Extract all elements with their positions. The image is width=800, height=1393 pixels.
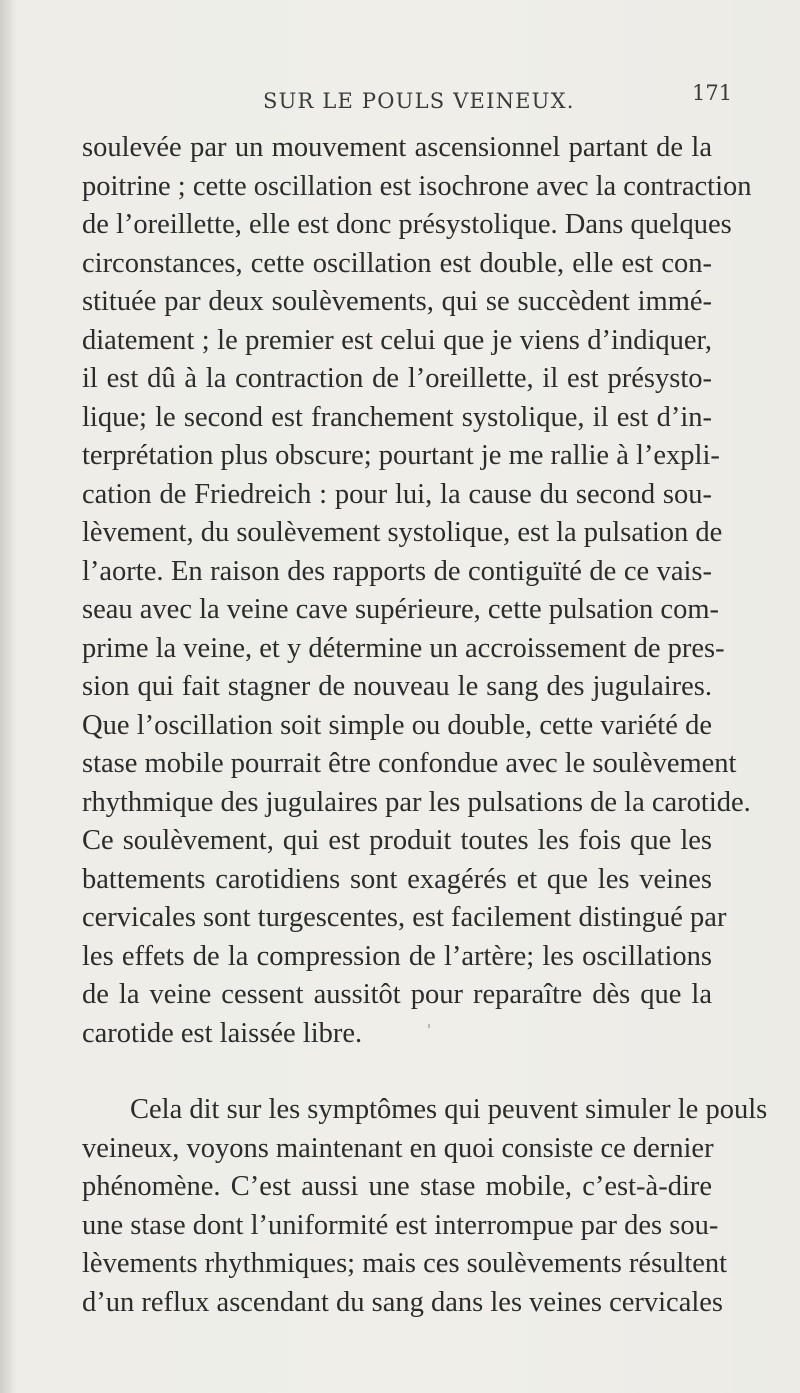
- text-line: l’aorte. En raison des rapports de contiguïté de ce vais-: [82, 555, 712, 587]
- text-line: lèvements rhythmiques; mais ces soulèvements résultent: [82, 1248, 728, 1279]
- text-line: une stase dont l’uniformité est interrompue par des sou-: [82, 1209, 719, 1241]
- text-line: lique; le second est franchement systolique, il est d’in-: [82, 401, 712, 433]
- text-line: carotide est laissée libre.: [82, 1017, 363, 1049]
- text-line: il est dû à la contraction de l’oreillette, il est présysto-: [82, 363, 712, 394]
- text-line: les effets de la compression de l’artère; les oscillations: [82, 940, 712, 972]
- text-line: phénomène. C’est aussi une stase mobile, c’est-à-dire: [82, 1171, 712, 1202]
- text-line: battements carotidiens sont exagérés et que les veines: [82, 863, 712, 895]
- page-gutter-shadow: [0, 0, 14, 1393]
- page-number: 171: [692, 81, 733, 105]
- text-line: prime la veine, et y détermine un accroissement de pres-: [82, 632, 725, 664]
- paper-speck: [428, 1024, 430, 1028]
- text-line: stituée par deux soulèvements, qui se succèdent immé-: [82, 286, 712, 317]
- text-line: seau avec la veine cave supérieure, cette pulsation com-: [82, 594, 719, 625]
- text-line: Que l’oscillation soit simple ou double, cette variété de: [82, 709, 712, 741]
- text-line: terprétation plus obscure; pourtant je me rallie à l’expli-: [82, 440, 720, 471]
- running-head-title: SUR LE POULS VEINEUX.: [263, 89, 575, 113]
- text-line: lèvement, du soulèvement systolique, est la pulsation de: [82, 517, 723, 548]
- text-line: de l’oreillette, elle est donc présystolique. Dans quelques: [82, 209, 732, 240]
- text-line: veineux, voyons maintenant en quoi consiste ce dernier: [82, 1132, 714, 1164]
- running-head: [0, 81, 800, 119]
- paragraph-1: [82, 129, 752, 1053]
- text-line: Cela dit sur les symptômes qui peuvent simuler le pouls: [130, 1094, 768, 1125]
- text-line: soulevée par un mouvement ascensionnel partant de la: [82, 132, 712, 163]
- paragraph-2: [82, 1091, 768, 1322]
- text-line: diatement ; le premier est celui que je viens d’indiquer,: [82, 324, 712, 356]
- text-line: circonstances, cette oscillation est double, elle est con-: [82, 247, 712, 279]
- text-line: rhythmique des jugulaires par les pulsations de la carotide.: [82, 786, 751, 818]
- text-line: cation de Friedreich : pour lui, la cause du second sou-: [82, 478, 712, 510]
- text-line: Ce soulèvement, qui est produit toutes les fois que les: [82, 825, 712, 856]
- text-line: cervicales sont turgescentes, est facilement distingué par: [82, 902, 727, 933]
- paragraph-spacer: [82, 1053, 712, 1091]
- text-line: sion qui fait stagner de nouveau le sang des jugulaires.: [82, 671, 712, 702]
- body-text: [82, 129, 768, 1322]
- text-line: poitrine ; cette oscillation est isochrone avec la contraction: [82, 170, 752, 202]
- text-line: stase mobile pourrait être confondue avec le soulèvement: [82, 748, 737, 779]
- text-line: de la veine cessent aussitôt pour reparaître dès que la: [82, 979, 712, 1010]
- text-line: d’un reflux ascendant du sang dans les veines cervicales: [82, 1286, 724, 1318]
